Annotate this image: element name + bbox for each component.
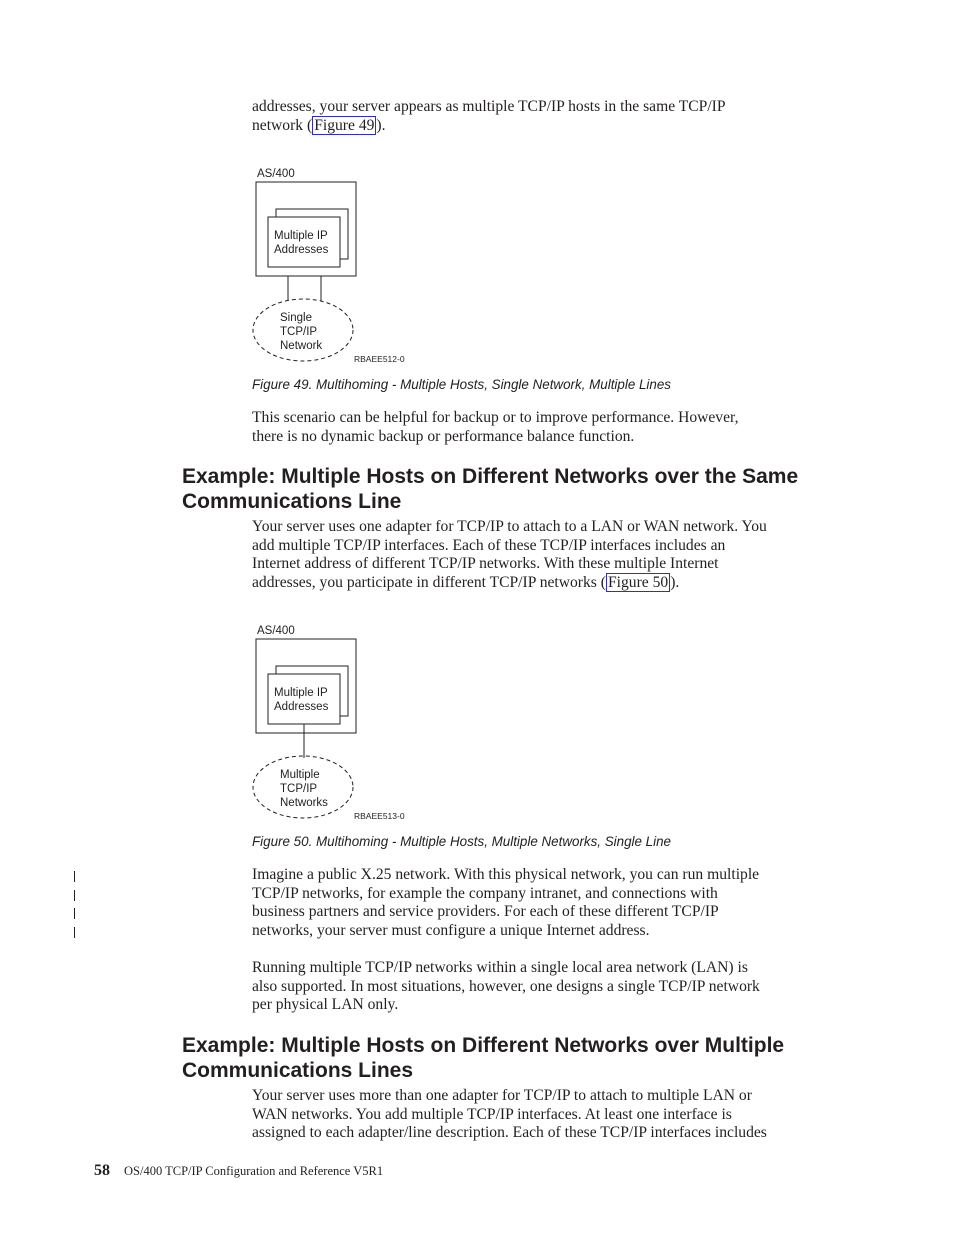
figure-50-svg <box>248 619 418 825</box>
heading-2-line-1: Example: Multiple Hosts on Different Networks over Multiple <box>182 1034 785 1057</box>
figure-50-caption: Figure 50. Multihoming - Multiple Hosts, Multiple Networks, Single Line <box>252 834 672 849</box>
figure-49-box-line-1: Multiple IP <box>274 230 328 242</box>
page-number: 58 <box>94 1162 110 1179</box>
figure-49-network-line-3: Network <box>280 340 323 352</box>
figure-49-box-line-2: Addresses <box>274 244 329 256</box>
change-bar <box>74 908 75 919</box>
change-bar <box>74 871 75 882</box>
address-box <box>268 217 340 267</box>
same-line-line-2: add multiple TCP/IP interfaces. Each of these TCP/IP interfaces includes an <box>252 536 726 554</box>
section-heading-multiple-lines <box>182 1033 872 1083</box>
change-bar <box>74 927 75 938</box>
figure-49-svg <box>248 162 418 368</box>
multiple-lines-line-3: assigned to each adapter/line description. Each of these TCP/IP interfaces includes <box>252 1124 767 1142</box>
same-line-line-4 <box>252 574 844 593</box>
figure-50-system-label: AS/400 <box>257 625 295 637</box>
same-line-text-end: ). <box>670 574 680 592</box>
figure-50-network-line-3: Networks <box>280 797 328 809</box>
x25-line-2: TCP/IP networks, for example the company intranet, and connections with <box>252 884 718 902</box>
page-footer <box>94 1162 383 1180</box>
figure-50-diagram <box>248 619 418 829</box>
figure-49-link[interactable]: Figure 49 <box>314 116 375 134</box>
intro-line-2 <box>252 117 844 136</box>
figure-49-caption: Figure 49. Multihoming - Multiple Hosts, Single Network, Multiple Lines <box>252 377 672 392</box>
lan-paragraph <box>252 959 844 1015</box>
intro-text: network ( <box>252 116 313 134</box>
multiple-lines-line-2: WAN networks. You add multiple TCP/IP interfaces. At least one interface is <box>252 1105 732 1123</box>
lan-line-1: Running multiple TCP/IP networks within a single local area network (LAN) is <box>252 959 748 976</box>
address-box <box>268 674 340 724</box>
same-line-text: addresses, you participate in different TCP/IP networks ( <box>252 574 606 592</box>
figure-50-network-line-1: Multiple <box>280 769 320 781</box>
lan-line-3: per physical LAN only. <box>252 996 399 1014</box>
figure-50-box-line-2: Addresses <box>274 701 329 713</box>
x25-line-4: networks, your server must configure a unique Internet address. <box>252 922 650 940</box>
figure-50-link[interactable]: Figure 50 <box>607 574 669 592</box>
figure-49-network-line-1: Single <box>280 312 312 324</box>
intro-text-end: ). <box>376 116 386 134</box>
same-line-line-1: Your server uses one adapter for TCP/IP to attach to a LAN or WAN network. You <box>252 518 767 535</box>
x25-line-3: business partners and service providers. For each of these different TCP/IP <box>252 903 719 921</box>
figure-49-id: RBAEE512-0 <box>354 354 405 364</box>
multiple-lines-paragraph <box>252 1087 844 1143</box>
change-bar <box>74 890 75 901</box>
x25-paragraph <box>252 866 844 941</box>
heading-1-line-1: Example: Multiple Hosts on Different Networks over the Same <box>182 465 799 488</box>
heading-2-line-2: Communications Lines <box>182 1059 414 1082</box>
scenario-line-1: This scenario can be helpful for backup or to improve performance. However, <box>252 409 739 426</box>
figure-49-system-label: AS/400 <box>257 168 295 180</box>
figure-50-network-line-2: TCP/IP <box>280 783 318 795</box>
intro-paragraph <box>252 98 844 135</box>
figure-50-box-line-1: Multiple IP <box>274 687 328 699</box>
same-line-line-3: Internet address of different TCP/IP networks. With these multiple Internet <box>252 555 719 573</box>
heading-1-line-2: Communications Line <box>182 490 402 513</box>
scenario-paragraph <box>252 409 844 446</box>
section-heading-same-line <box>182 464 872 514</box>
x25-line-1: Imagine a public X.25 network. With this physical network, you can run multiple <box>252 866 760 883</box>
figure-49-network-line-2: TCP/IP <box>280 326 318 338</box>
scenario-line-2: there is no dynamic backup or performance balance function. <box>252 427 635 445</box>
figure-50-id: RBAEE513-0 <box>354 811 405 821</box>
figure-49-diagram <box>248 162 418 372</box>
intro-line-1: addresses, your server appears as multiple TCP/IP hosts in the same TCP/IP <box>252 98 726 115</box>
multiple-lines-line-1: Your server uses more than one adapter for TCP/IP to attach to multiple LAN or <box>252 1087 752 1104</box>
same-line-paragraph <box>252 518 844 593</box>
lan-line-2: also supported. In most situations, however, one designs a single TCP/IP network <box>252 977 760 995</box>
book-title: OS/400 TCP/IP Configuration and Reference V5R1 <box>124 1164 384 1178</box>
